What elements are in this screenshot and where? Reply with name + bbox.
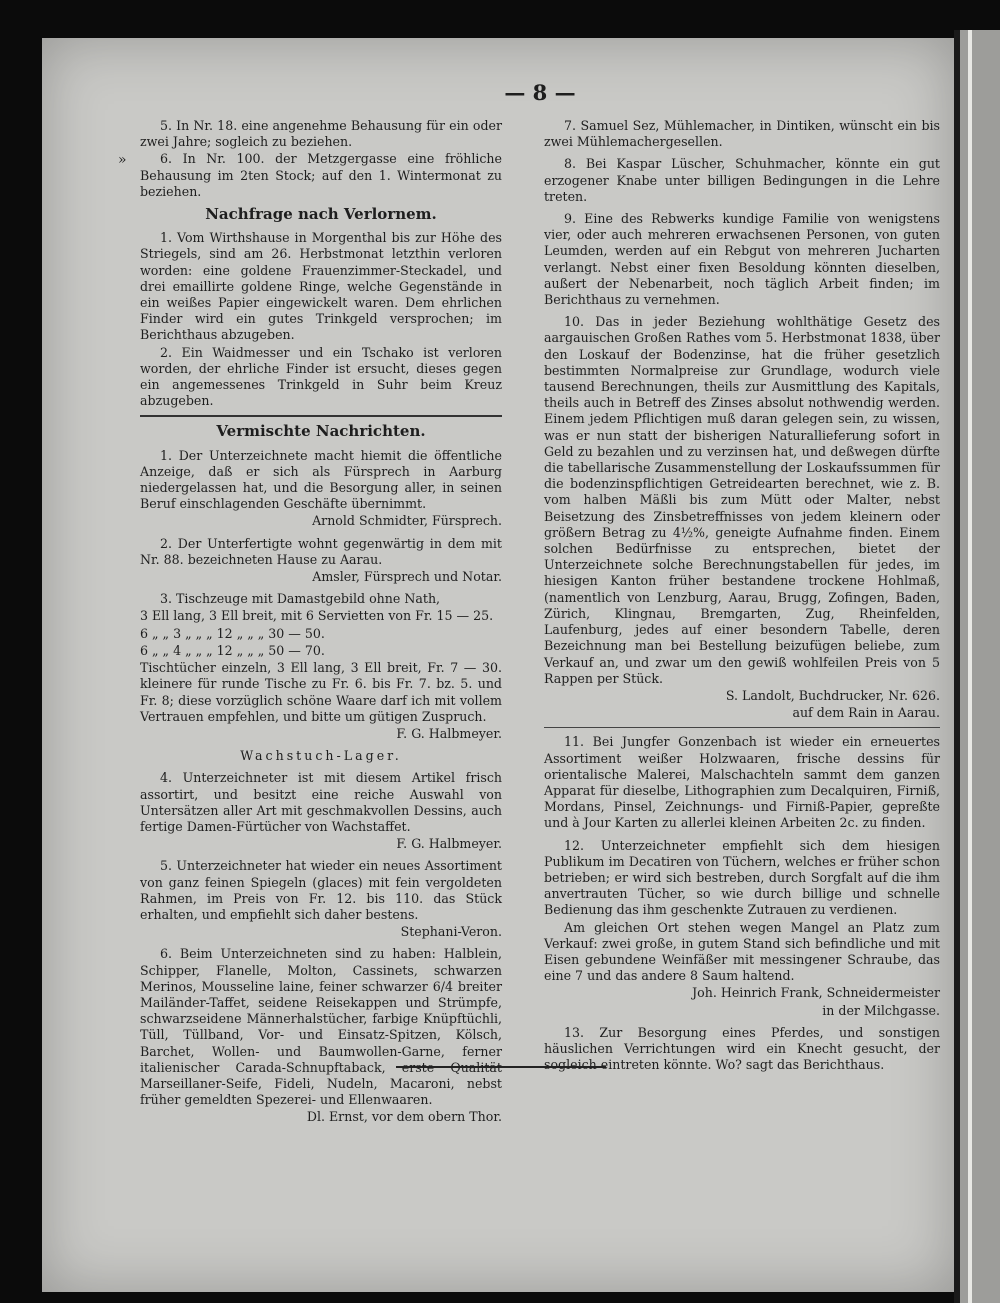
right-column [544, 118, 940, 1079]
signature: F. G. Halbmeyer. [396, 725, 502, 741]
misc-item-12-addendum: Am gleichen Ort stehen wegen Mangel an Platz zum Verkauf: zwei große, in gutem Stand sich befindliche und mit Eisen gebundene Weinfäßer mit messingener Schraube, das eine 7 und das andere 8 Saum haltend. [544, 919, 940, 984]
left-column [140, 118, 502, 1132]
price-line: Tischtücher einzeln, 3 Ell lang, 3 Ell breit, Fr. 7 — 30. kleinere für runde Tische zu Fr. 6. bis Fr. 7. bz. 5. und Fr. 8; diese vorzüglich schöne Waare darf ich mit vollem Vertrauen empfehlen, und bitte um gütigen Zuspruch. [140, 660, 502, 724]
page-number: — 8 — [504, 80, 576, 105]
housing-item-6: 6. In Nr. 100. der Metzgergasse eine fröhliche Behausung im 2ten Stock; auf den 1. Wintermonat zu beziehen. [140, 151, 502, 199]
misc-item-6: 6. Beim Unterzeichneten sind zu haben: Halblein, Schipper, Flanelle, Molton, Cassinets, schwarzen Merinos, Mousseline laine, feiner schwarzer 6/4 breiter Mailänder-Taffet, seidene Reisekappen und Strümpfe, schwarzseidene Männerhalstücher, farbige Knüpftüchli, Tüll, Tüllband, Vor- und Einsatz-Spitzen, Kölsch, Barchet, Wollen- und Baumwollen-Garne, ferner italienischer Carada-Schnupftaback, erste Qualität Marseillaner-Seife, Fideli, Nudeln, Macaroni, nebst früher gemeldten Spezerei- und Ellenwaaren. [140, 946, 502, 1108]
end-rule [396, 1066, 606, 1068]
misc-item-10: 10. Das in jeder Beziehung wohlthätige Gesetz des aargauischen Großen Rathes vom 5. Herbstmonat 1838, über den Loskauf der Bodenzinse, hat die früher gesetzlich bestimmten Normalpreise zur Grundlage, wodurch viele tausend Berechnungen, theils zur Ausmittlung des Kapitals, theils auch in Betreff des Zinses absolut nothwendig werden. Einem jedem Pflichtigen muß daran gelegen sein, zu wissen, was er nun statt der bisherigen Naturallieferung sofort in Geld zu bezahlen und zu verzinsen hat, und deßwegen dürfte die tabellarische Zusammenstellung der Loskaufssummen für die bodenzinspflichtigen Getreidearten berechnet, wie z. B. vom halben Mäßli bis zum Mütt oder Malter, nebst Beisetzung des Zinsbetreffnisses von jedem kleinern oder größern Betrag zu 4½%, geneigte Aufnahme finden. Einem solchen Bedürfnisse zu entsprechen, bietet der Unterzeichnete solche Berechnungstabellen für jedes, im hiesigen Kanton früher bestandene trockene Hohlmaß, (namentlich von Lenzburg, Aarau, Brugg, Zofingen, Baden, Zürich, Klingnau, Bremgarten, Zug, Rheinfelden, Laufenburg, jedes auf einer besondern Tabelle, deren Bezeichnung man bei Bestellung beizufügen beliebe, zum Verkauf an, und zwar um den gewiß wohlfeilen Preis von 5 Rappen per Stück. [544, 314, 940, 686]
item-divider [544, 727, 940, 728]
signature: F. G. Halbmeyer. [396, 836, 502, 852]
signature: Joh. Heinrich Frank, Schneidermeister [692, 985, 940, 1001]
section-heading-misc: Vermischte Nachrichten. [216, 422, 426, 441]
signature: auf dem Rain in Aarau. [792, 705, 940, 721]
misc-item-7: 7. Samuel Sez, Mühlemacher, in Dintiken, wünscht ein bis zwei Mühlemachergesellen. [544, 118, 940, 150]
lost-item-2: 2. Ein Waidmesser und ein Tschako ist verloren worden, der ehrliche Finder ist ersucht, dieses gegen ein angemessenes Trinkgeld in Suhr beim Kreuz abzugeben. [140, 344, 502, 409]
signature: Arnold Schmidter, Fürsprech. [312, 513, 502, 529]
price-line: 6 „ „ 4 „ „ „ 12 „ „ „ 50 — 70. [140, 642, 325, 658]
misc-item-2: 2. Der Unterfertigte wohnt gegenwärtig in dem mit Nr. 88. bezeichneten Hause zu Aarau. [140, 535, 502, 567]
signature: Dl. Ernst, vor dem obern Thor. [306, 1109, 502, 1125]
binding-edge [968, 30, 972, 1303]
price-line: 3 Ell lang, 3 Ell breit, mit 6 Servietten von Fr. 15 — 25. [140, 608, 494, 624]
housing-item-5: 5. In Nr. 18. eine angenehme Behausung für ein oder zwei Jahre; sogleich zu beziehen. [140, 118, 502, 150]
misc-item-5: 5. Unterzeichneter hat wieder ein neues Assortiment von ganz feinen Spiegeln (glaces) mit fein vergoldeten Rahmen, im Preis von Fr. 12. bis 110. das Stück erhalten, und empfiehlt sich daher bestens. [140, 858, 502, 922]
misc-item-13: 13. Zur Besorgung eines Pferdes, und sonstigen häuslichen Verrichtungen wird ein Knecht gesucht, der sogleich eintreten könnte. Wo? sagt das Berichthaus. [544, 1024, 940, 1073]
section-divider [140, 415, 502, 417]
section-heading-lost: Nachfrage nach Verlornem. [205, 205, 437, 224]
price-line: 6 „ „ 3 „ „ „ 12 „ „ „ 30 — 50. [140, 625, 325, 641]
price-line: 3. Tischzeuge mit Damastgebild ohne Nath, [160, 591, 441, 607]
misc-item-9: 9. Eine des Rebwerks kundige Familie von wenigstens vier, oder auch mehreren erwachsenen Personen, von guten Leumden, werden auf ein Rebgut von mehreren Jucharten verlangt. Nebst einer fixen Besoldung könnten dieselben, außert der Nebenarbeit, noch täglich Arbeit finden; im Berichthaus zu vernehmen. [544, 211, 940, 308]
misc-item-4: 4. Unterzeichneter ist mit diesem Artikel frisch assortirt, und besitzt eine reiche Auswahl von Untersätzen aller Art mit geschmakvollen Dessins, auch fertige Damen-Fürtücher von Wachstaffet. [140, 770, 502, 834]
signature: in der Milchgasse. [822, 1002, 940, 1018]
signature: Stephani-Veron. [400, 924, 502, 940]
signature: Amsler, Fürsprech und Notar. [312, 569, 502, 585]
misc-item-1: 1. Der Unterzeichnete macht hiemit die öffentliche Anzeige, daß er sich als Fürsprech in Aarburg niedergelassen hat, und die Besorgung aller, in seinen Beruf einschlagenden Geschäfte übernimmt. [140, 447, 502, 512]
signature: S. Landolt, Buchdrucker, Nr. 626. [725, 687, 940, 703]
misc-item-11: 11. Bei Jungfer Gonzenbach ist wieder ein erneuertes Assortiment weißer Holzwaaren, frische dessins für orientalische Malerei, Malschachteln sammt dem ganzen Apparat für dieselbe, Lithographien zum Decalquiren, Firniß, Mordans, Pinsel, Zeichnungs- und Firniß-Papier, gepreßte und à Jour Karten zu allerlei kleinen Arbeiten 2c. zu finden. [544, 734, 940, 831]
lost-item-1: 1. Vom Wirthshause in Morgenthal bis zur Höhe des Striegels, sind am 26. Herbstmonat letzthin verloren worden: eine goldene Frauenzimmer-Steckadel, und drei emaillirte goldene Ringe, welche Gegenstände in ein weißes Papier eingewickelt waren. Dem ehrlichen Finder wird ein gutes Trinkgeld versprochen; im Berichthaus abzugeben. [140, 230, 502, 343]
misc-item-8: 8. Bei Kaspar Lüscher, Schuhmacher, könnte ein gut erzogener Knabe unter billigen Bedingungen in die Lehre treten. [544, 156, 940, 204]
page-binding [954, 30, 1000, 1303]
margin-mark: » [118, 152, 127, 168]
misc-item-12: 12. Unterzeichneter empfiehlt sich dem hiesigen Publikum im Decatiren von Tüchern, welches er früher schon betrieben; er wird sich bestreben, durch Sorgfalt auf die ihm anvertrauten Tücher, so wie durch billige und schnelle Bedienung das ihm geschenkte Zutrauen zu verdienen. [544, 837, 940, 918]
subheading-wachstuch: Wachstuch-Lager. [240, 748, 402, 764]
